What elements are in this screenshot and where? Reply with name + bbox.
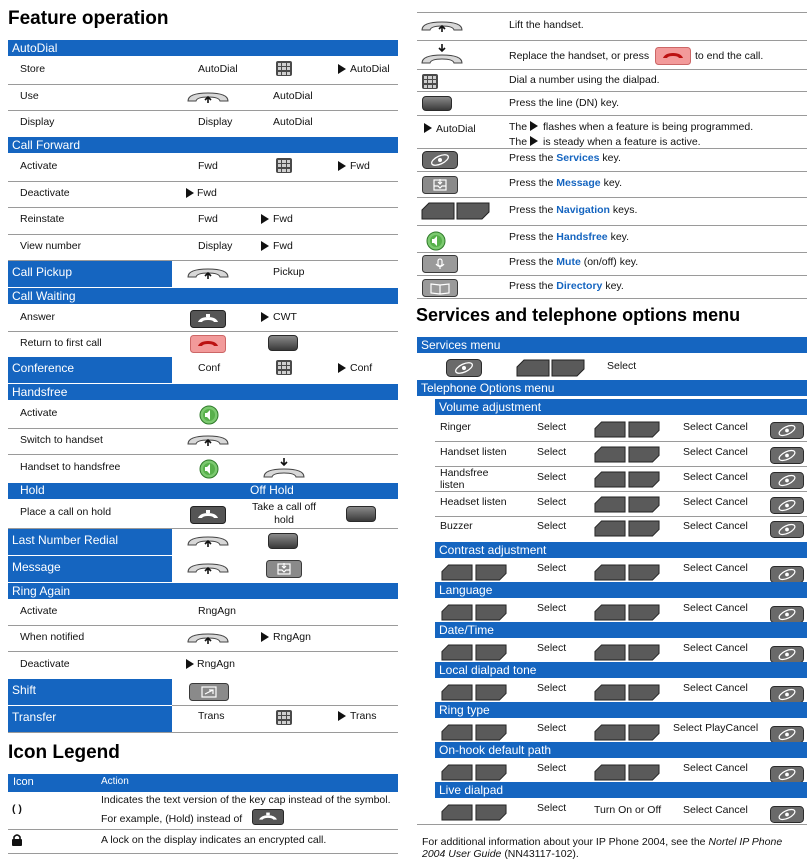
- volume-header: Volume adjustment: [435, 399, 807, 415]
- nav-left-icon: [594, 520, 626, 537]
- submenu-action: Select Cancel: [683, 602, 748, 614]
- divider: [435, 441, 807, 442]
- nav-right-icon: [475, 764, 507, 781]
- autodial-use-c2: AutoDial: [273, 90, 313, 102]
- submenu-header: Language: [435, 582, 807, 598]
- legend-header-band: [8, 774, 398, 792]
- ra-deactivate-label: Deactivate: [20, 658, 70, 670]
- divider: [8, 110, 398, 111]
- nav-left-icon: [421, 202, 455, 220]
- submenu-header: Contrast adjustment: [435, 542, 807, 558]
- key-indicator-text2a: The: [509, 136, 528, 148]
- hf-switch-label: Switch to handset: [20, 434, 103, 446]
- submenu-header: On-hook default path: [435, 742, 807, 758]
- cf-reinstate-c2: Fwd: [273, 213, 293, 225]
- indicator-icon: [261, 214, 269, 224]
- conference-c1: Conf: [198, 362, 221, 374]
- divider: [417, 69, 807, 70]
- submenu-action: Select Cancel: [683, 762, 748, 774]
- nav-left-icon: [594, 604, 626, 621]
- key-message-text: Press the Message key.: [509, 177, 623, 189]
- lnr-header: Last Number Redial: [8, 529, 172, 555]
- services-key-icon: [770, 447, 804, 464]
- cf-reinstate-label: Reinstate: [20, 213, 65, 225]
- submenu-action: Select Cancel: [683, 682, 748, 694]
- cf-deactivate-c1: Fwd: [197, 187, 217, 199]
- nav-left-icon: [594, 564, 626, 581]
- nav-left-icon: [594, 724, 626, 741]
- divider: [417, 12, 807, 13]
- callforward-header: Call Forward: [8, 137, 398, 153]
- divider: [8, 829, 398, 830]
- submenu-action: Select Cancel: [683, 642, 748, 654]
- divider: [435, 516, 807, 517]
- divider: [172, 705, 398, 706]
- release-key-icon: [655, 47, 691, 65]
- ra-deactivate-c1: RngAgn: [197, 658, 235, 670]
- legend-col-action: Action: [101, 776, 129, 787]
- nav-left-icon: [594, 421, 626, 438]
- autodial-display-c2: AutoDial: [273, 116, 313, 128]
- dialpad-icon: [276, 710, 292, 725]
- nav-left-icon: [441, 604, 473, 621]
- services-key-icon: [770, 646, 804, 663]
- services-key-icon: [422, 151, 458, 169]
- autodial-display-label: Display: [20, 116, 55, 128]
- key-handsfree-text: Press the Handsfree key.: [509, 231, 630, 243]
- autodial-store-c3: AutoDial: [350, 63, 390, 75]
- nav-right-icon: [628, 421, 660, 438]
- volume-row-select-cancel: Select Cancel: [683, 421, 748, 433]
- submenu-action: Select Cancel: [683, 804, 748, 816]
- services-menu-header: Services menu: [417, 337, 807, 353]
- divider: [8, 428, 398, 429]
- divider: [8, 207, 398, 208]
- services-key-icon: [770, 566, 804, 583]
- divider: [8, 454, 398, 455]
- nav-right-icon: [628, 520, 660, 537]
- phone-key-icon: [190, 310, 226, 328]
- indicator-icon: [338, 711, 346, 721]
- divider: [8, 234, 398, 235]
- nav-left-icon: [594, 644, 626, 661]
- submenu-select: Select: [537, 802, 567, 814]
- volume-row-select: Select: [537, 496, 567, 508]
- divider: [417, 40, 807, 41]
- nav-left-icon: [594, 471, 626, 488]
- nav-right-icon: [475, 604, 507, 621]
- key-indicator-text1b: flashes when a feature is being programmed.: [543, 121, 754, 133]
- volume-row-label: listen: [440, 479, 465, 491]
- nav-right-icon: [628, 471, 660, 488]
- ra-activate-label: Activate: [20, 605, 58, 617]
- divider: [417, 298, 807, 299]
- release-key-icon: [190, 335, 226, 353]
- key-replace-text-a: Replace the handset, or press: [509, 50, 650, 62]
- legend-col-icon: Icon: [13, 776, 34, 788]
- phone-key-icon: [252, 809, 284, 825]
- nav-right-icon: [456, 202, 490, 220]
- line-key-icon: [268, 335, 298, 351]
- indicator-icon: [186, 188, 194, 198]
- key-indicator-text1a: The: [509, 121, 528, 133]
- services-key-icon: [770, 422, 804, 439]
- conference-header: Conference: [8, 357, 172, 383]
- submenu-action: Select Cancel: [683, 562, 748, 574]
- divider: [417, 275, 807, 276]
- key-mute-text: Press the Mute (on/off) key.: [509, 256, 639, 268]
- handset-replace-icon: [420, 43, 464, 65]
- hold-place-label: Place a call on hold: [20, 506, 112, 518]
- services-key-icon: [770, 472, 804, 489]
- key-line-text: Press the line (DN) key.: [509, 97, 620, 109]
- ra-notified-label: When notified: [20, 631, 85, 643]
- nav-right-icon: [475, 804, 507, 821]
- message-key-icon: [266, 560, 302, 578]
- dialpad-icon: [276, 61, 292, 76]
- cf-viewnumber-label: View number: [20, 240, 82, 252]
- volume-row-select-cancel: Select Cancel: [683, 520, 748, 532]
- divider: [417, 197, 807, 198]
- line-key-icon: [268, 533, 298, 549]
- indicator-icon: [530, 136, 538, 146]
- nav-left-icon: [441, 564, 473, 581]
- hold-header: Hold: [20, 483, 45, 497]
- indicator-icon: [338, 64, 346, 74]
- key-indicator-text2b: is steady when a feature is active.: [543, 136, 701, 148]
- divider: [8, 732, 398, 733]
- message-key-icon: [422, 176, 458, 194]
- divider: [417, 252, 807, 253]
- services-key-icon: [770, 686, 804, 703]
- submenu-select: Select: [537, 762, 567, 774]
- submenu-mid: Turn On or Off: [594, 804, 662, 816]
- ra-activate-c1: RngAgn: [198, 605, 236, 617]
- cw-answer-c2: CWT: [273, 311, 297, 323]
- divider: [417, 824, 807, 825]
- directory-key-icon: [422, 279, 458, 297]
- services-key-icon: [446, 359, 482, 377]
- submenu-select: Select: [537, 722, 567, 734]
- divider: [8, 625, 398, 626]
- message-header: Message: [8, 556, 172, 582]
- transfer-c3: Trans: [350, 710, 377, 722]
- submenu-action: Select PlayCancel: [673, 722, 759, 734]
- handsfree-icon: [426, 231, 446, 251]
- handset-lift-icon: [186, 265, 230, 281]
- services-key-icon: [770, 766, 804, 783]
- legend-row1-text2: For example, (Hold) instead of: [101, 813, 243, 825]
- nav-left-icon: [441, 684, 473, 701]
- submenu-header: Date/Time: [435, 622, 807, 638]
- submenu-select: Select: [537, 602, 567, 614]
- key-directory-text: Press the Directory key.: [509, 280, 624, 292]
- nav-left-icon: [594, 496, 626, 513]
- nav-right-icon: [551, 359, 585, 377]
- submenu-header: Local dialpad tone: [435, 662, 807, 678]
- legend-paren-icon: ( ): [12, 803, 22, 815]
- nav-right-icon: [628, 496, 660, 513]
- nav-left-icon: [594, 446, 626, 463]
- divider: [435, 466, 807, 467]
- mute-key-icon: [422, 255, 458, 273]
- volume-row-label: Ringer: [440, 421, 471, 433]
- nav-right-icon: [475, 564, 507, 581]
- volume-row-label: Headset listen: [440, 496, 507, 508]
- key-navigation-text: Press the Navigation keys.: [509, 204, 638, 216]
- volume-row-select: Select: [537, 520, 567, 532]
- nav-left-icon: [594, 684, 626, 701]
- handsfree-icon: [199, 405, 219, 425]
- icon-legend-title: Icon Legend: [8, 742, 120, 763]
- nav-right-icon: [475, 644, 507, 661]
- shift-header: Shift: [8, 679, 172, 705]
- cf-activate-label: Activate: [20, 160, 58, 172]
- dialpad-icon: [276, 360, 292, 375]
- cw-answer-label: Answer: [20, 311, 56, 323]
- volume-row-select: Select: [537, 446, 567, 458]
- divider: [8, 84, 398, 85]
- nav-right-icon: [628, 564, 660, 581]
- services-key-icon: [770, 606, 804, 623]
- dialpad-icon: [422, 74, 438, 89]
- cf-viewnumber-c1: Display: [198, 240, 233, 252]
- divider: [417, 148, 807, 149]
- line-key-icon: [422, 96, 452, 111]
- shift-key-icon: [189, 683, 229, 701]
- line-key-icon: [346, 506, 376, 522]
- divider: [8, 651, 398, 652]
- divider: [417, 115, 807, 116]
- key-autodial-label: AutoDial: [436, 123, 476, 135]
- services-key-icon: [770, 806, 804, 823]
- handsfree-header: Handsfree: [8, 384, 398, 400]
- callwaiting-header: Call Waiting: [8, 288, 398, 304]
- nav-right-icon: [628, 644, 660, 661]
- services-key-icon: [770, 726, 804, 743]
- nav-left-icon: [594, 764, 626, 781]
- nav-right-icon: [475, 724, 507, 741]
- indicator-icon: [338, 363, 346, 373]
- nav-right-icon: [628, 684, 660, 701]
- divider: [435, 491, 807, 492]
- handset-lift-icon: [420, 18, 464, 34]
- cf-reinstate-c1: Fwd: [198, 213, 218, 225]
- legend-row2-text: A lock on the display indicates an encrypted call.: [101, 834, 327, 846]
- hold-takeoff: Take a call off hold: [251, 501, 316, 526]
- volume-row-label: Handsfree: [440, 467, 489, 479]
- submenu-select: Select: [537, 682, 567, 694]
- lock-icon: [12, 834, 22, 846]
- services-key-icon: [770, 521, 804, 538]
- dialpad-icon: [276, 158, 292, 173]
- cf-viewnumber-c2: Fwd: [273, 240, 293, 252]
- phone-key-icon: [190, 506, 226, 524]
- telephone-options-header: Telephone Options menu: [417, 380, 807, 396]
- volume-row-select-cancel: Select Cancel: [683, 496, 748, 508]
- nav-right-icon: [628, 446, 660, 463]
- cf-activate-c1: Fwd: [198, 160, 218, 172]
- volume-row-select: Select: [537, 421, 567, 433]
- submenu-header: Ring type: [435, 702, 807, 718]
- handset-lift-icon: [186, 630, 230, 646]
- divider: [8, 331, 398, 332]
- indicator-icon: [530, 121, 538, 131]
- autodial-header: AutoDial: [8, 40, 398, 56]
- divider: [8, 181, 398, 182]
- nav-right-icon: [628, 604, 660, 621]
- autodial-store-label: Store: [20, 63, 46, 75]
- transfer-c1: Trans: [198, 710, 225, 722]
- nav-left-icon: [441, 804, 473, 821]
- indicator-icon: [261, 241, 269, 251]
- feature-operation-title: Feature operation: [8, 8, 169, 29]
- key-replace-text-b: to end the call.: [695, 50, 764, 62]
- handset-lift-icon: [186, 432, 230, 448]
- indicator-icon: [261, 312, 269, 322]
- ra-notified-c2: RngAgn: [273, 631, 311, 643]
- nav-left-icon: [516, 359, 550, 377]
- nav-left-icon: [441, 724, 473, 741]
- key-services-text: Press the Services key.: [509, 152, 621, 164]
- nav-left-icon: [441, 764, 473, 781]
- cw-return-label: Return to first call: [20, 337, 102, 349]
- hf-h2h-label: Handset to handsfree: [20, 461, 121, 473]
- divider: [417, 171, 807, 172]
- volume-row-label: Buzzer: [440, 520, 473, 532]
- key-lift-text: Lift the handset.: [509, 19, 584, 31]
- callpickup-c2: Pickup: [273, 266, 305, 278]
- autodial-display-c1: Display: [198, 116, 233, 128]
- key-dial-text: Dial a number using the dialpad.: [509, 74, 660, 86]
- hf-activate-label: Activate: [20, 407, 58, 419]
- volume-row-label: Handset listen: [440, 446, 507, 458]
- services-title: Services and telephone options menu: [416, 305, 741, 325]
- handset-lift-icon: [186, 533, 230, 549]
- ringagain-header: Ring Again: [8, 583, 398, 599]
- handset-replace-icon: [262, 457, 306, 479]
- volume-row-select: Select: [537, 471, 567, 483]
- submenu-header: Live dialpad: [435, 782, 807, 798]
- services-select: Select: [607, 360, 637, 372]
- hold-header-band: [8, 483, 398, 499]
- handset-lift-icon: [186, 560, 230, 576]
- divider: [417, 225, 807, 226]
- divider: [8, 853, 398, 854]
- autodial-store-c1: AutoDial: [198, 63, 238, 75]
- indicator-icon: [261, 632, 269, 642]
- volume-row-select-cancel: Select Cancel: [683, 471, 748, 483]
- cf-activate-c3: Fwd: [350, 160, 370, 172]
- nav-right-icon: [628, 764, 660, 781]
- services-key-icon: [770, 497, 804, 514]
- nav-left-icon: [441, 644, 473, 661]
- indicator-icon: [186, 659, 194, 669]
- submenu-select: Select: [537, 562, 567, 574]
- nav-right-icon: [628, 724, 660, 741]
- callpickup-header: Call Pickup: [8, 261, 172, 287]
- transfer-header: Transfer: [8, 706, 172, 732]
- nav-right-icon: [475, 684, 507, 701]
- offhold-header: Off Hold: [250, 483, 294, 497]
- footer-text: For additional information about your IP Phone 2004, see the Nortel IP Phone 2004 User Guide (NN43117-102).: [422, 836, 783, 859]
- autodial-use-label: Use: [20, 90, 39, 102]
- legend-row1-text1: Indicates the text version of the key cap instead of the symbol.: [101, 794, 391, 806]
- submenu-select: Select: [537, 642, 567, 654]
- handsfree-icon: [199, 459, 219, 479]
- cf-deactivate-label: Deactivate: [20, 187, 70, 199]
- handset-lift-icon: [186, 89, 230, 105]
- divider: [417, 91, 807, 92]
- conference-c3: Conf: [350, 362, 373, 374]
- indicator-icon: [338, 161, 346, 171]
- indicator-icon: [424, 123, 432, 133]
- volume-row-select-cancel: Select Cancel: [683, 446, 748, 458]
